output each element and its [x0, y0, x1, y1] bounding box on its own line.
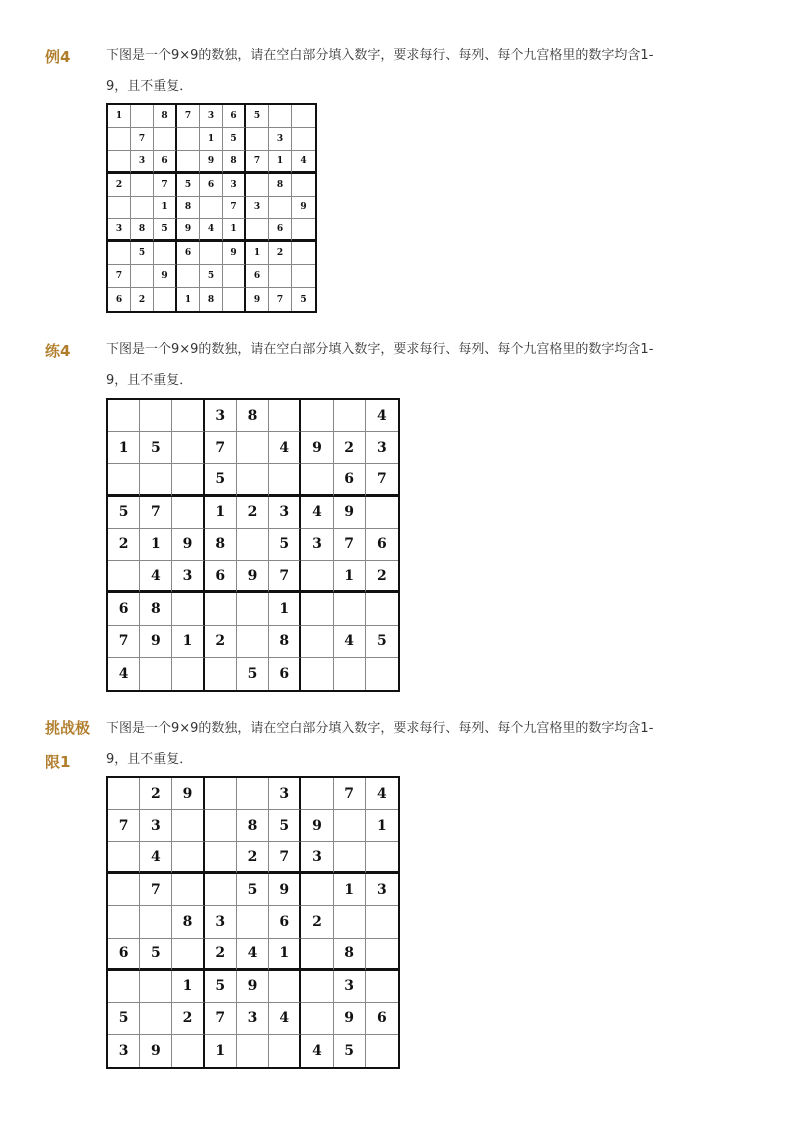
sudoku-cell: 7: [205, 1003, 237, 1035]
sudoku-grid-challenge: [106, 776, 400, 1069]
prompt-line-2: 9，且不重复．: [106, 752, 193, 767]
sudoku-cell: 1: [269, 939, 301, 971]
sudoku-grid-example: [106, 103, 317, 313]
sudoku-cell: 3: [108, 219, 131, 242]
sudoku-cell: 5: [200, 265, 223, 288]
sudoku-cell: 4: [237, 939, 269, 971]
sudoku-cell: 3: [334, 971, 366, 1003]
sudoku-cell: 6: [246, 265, 269, 288]
sudoku-cell: 6: [223, 105, 246, 128]
sudoku-cell: 1: [223, 219, 246, 242]
sudoku-cell: 7: [108, 265, 131, 288]
sudoku-cell: [205, 593, 237, 625]
sudoku-cell: 9: [140, 626, 172, 658]
sudoku-cell: [301, 626, 333, 658]
sudoku-cell: [154, 288, 177, 311]
sudoku-cell: [237, 906, 269, 938]
sudoku-cell: 3: [301, 529, 333, 561]
sudoku-cell: 8: [140, 593, 172, 625]
sudoku-cell: [334, 400, 366, 432]
sudoku-cell: 7: [334, 778, 366, 810]
sudoku-cell: 9: [301, 810, 333, 842]
sudoku-cell: [301, 561, 333, 593]
sudoku-cell: [140, 906, 172, 938]
sudoku-cell: [108, 561, 140, 593]
sudoku-cell: 5: [334, 1035, 366, 1067]
sudoku-cell: 5: [246, 105, 269, 128]
sudoku-cell: [366, 1035, 398, 1067]
sudoku-cell: 8: [223, 151, 246, 174]
sudoku-cell: 3: [131, 151, 154, 174]
sudoku-cell: 3: [172, 561, 204, 593]
sudoku-cell: 2: [172, 1003, 204, 1035]
sudoku-cell: [301, 874, 333, 906]
sudoku-cell: 7: [140, 497, 172, 529]
sudoku-cell: [237, 432, 269, 464]
sudoku-cell: [108, 242, 131, 265]
sudoku-cell: 6: [334, 464, 366, 496]
sudoku-cell: 6: [108, 288, 131, 311]
sudoku-cell: [292, 128, 315, 151]
sudoku-cell: [223, 265, 246, 288]
sudoku-cell: [269, 265, 292, 288]
sudoku-cell: [292, 105, 315, 128]
sudoku-cell: 8: [172, 906, 204, 938]
sudoku-cell: 5: [140, 432, 172, 464]
sudoku-cell: 6: [205, 561, 237, 593]
sudoku-cell: [292, 174, 315, 197]
sudoku-cell: [172, 658, 204, 690]
sudoku-cell: 3: [108, 1035, 140, 1067]
sudoku-cell: 6: [366, 1003, 398, 1035]
sudoku-cell: [140, 464, 172, 496]
sudoku-cell: [334, 658, 366, 690]
challenge-label: [45, 711, 90, 779]
sudoku-cell: [172, 464, 204, 496]
sudoku-cell: 1: [334, 561, 366, 593]
sudoku-cell: 4: [366, 778, 398, 810]
sudoku-cell: 7: [334, 529, 366, 561]
sudoku-cell: 5: [237, 658, 269, 690]
sudoku-cell: 4: [301, 1035, 333, 1067]
sudoku-cell: 2: [205, 939, 237, 971]
sudoku-cell: 4: [200, 219, 223, 242]
sudoku-cell: [205, 842, 237, 874]
sudoku-cell: 1: [172, 971, 204, 1003]
sudoku-cell: 4: [366, 400, 398, 432]
sudoku-cell: 3: [200, 105, 223, 128]
sudoku-cell: [205, 874, 237, 906]
prompt-line-1: 下图是一个9×9的数独，请在空白部分填入数字，要求每行、每列、每个九宫格里的数字均含1-: [106, 48, 654, 63]
sudoku-cell: 7: [269, 561, 301, 593]
sudoku-cell: 1: [108, 432, 140, 464]
sudoku-cell: 1: [205, 497, 237, 529]
sudoku-cell: [172, 593, 204, 625]
sudoku-cell: 7: [269, 288, 292, 311]
sudoku-cell: [154, 242, 177, 265]
sudoku-cell: [108, 874, 140, 906]
sudoku-cell: [269, 464, 301, 496]
sudoku-cell: [205, 658, 237, 690]
sudoku-cell: [366, 593, 398, 625]
sudoku-cell: [237, 626, 269, 658]
sudoku-cell: [108, 778, 140, 810]
sudoku-cell: 9: [292, 197, 315, 220]
sudoku-cell: 5: [108, 497, 140, 529]
sudoku-cell: [172, 1035, 204, 1067]
sudoku-cell: [223, 288, 246, 311]
sudoku-cell: [246, 128, 269, 151]
sudoku-cell: 4: [334, 626, 366, 658]
sudoku-cell: [108, 971, 140, 1003]
sudoku-cell: [301, 1003, 333, 1035]
sudoku-cell: [108, 197, 131, 220]
sudoku-cell: 9: [200, 151, 223, 174]
challenge-label-line-1: 挑战极: [45, 719, 91, 737]
sudoku-cell: [177, 265, 200, 288]
example-label: 例4: [45, 48, 71, 66]
sudoku-cell: [200, 197, 223, 220]
sudoku-cell: 9: [334, 497, 366, 529]
sudoku-cell: [301, 939, 333, 971]
sudoku-cell: [269, 1035, 301, 1067]
sudoku-cell: 9: [223, 242, 246, 265]
sudoku-cell: 3: [205, 906, 237, 938]
sudoku-cell: [334, 842, 366, 874]
sudoku-cell: [205, 778, 237, 810]
sudoku-cell: 9: [237, 971, 269, 1003]
sudoku-cell: [131, 265, 154, 288]
sudoku-cell: 2: [269, 242, 292, 265]
sudoku-cell: 8: [237, 400, 269, 432]
sudoku-cell: 9: [172, 778, 204, 810]
sudoku-cell: 1: [154, 197, 177, 220]
sudoku-cell: 9: [334, 1003, 366, 1035]
sudoku-cell: [237, 778, 269, 810]
sudoku-cell: 7: [246, 151, 269, 174]
sudoku-cell: 1: [108, 105, 131, 128]
sudoku-cell: 1: [269, 593, 301, 625]
sudoku-cell: [200, 242, 223, 265]
sudoku-cell: 8: [334, 939, 366, 971]
sudoku-cell: 1: [177, 288, 200, 311]
sudoku-cell: 4: [108, 658, 140, 690]
sudoku-cell: [334, 906, 366, 938]
sudoku-cell: 8: [177, 197, 200, 220]
sudoku-cell: 1: [334, 874, 366, 906]
sudoku-cell: [237, 529, 269, 561]
sudoku-cell: 2: [131, 288, 154, 311]
sudoku-cell: 9: [154, 265, 177, 288]
sudoku-cell: [172, 432, 204, 464]
sudoku-cell: 5: [300, 294, 307, 305]
challenge-prompt: [106, 713, 746, 775]
sudoku-cell: 3: [366, 874, 398, 906]
sudoku-cell: 3: [269, 778, 301, 810]
sudoku-cell: 8: [269, 174, 292, 197]
sudoku-cell: 5: [269, 529, 301, 561]
sudoku-cell: 6: [177, 242, 200, 265]
sudoku-cell: [172, 400, 204, 432]
sudoku-cell: 2: [237, 497, 269, 529]
sudoku-cell: [292, 242, 315, 265]
sudoku-cell: 5: [237, 874, 269, 906]
sudoku-cell: [108, 151, 131, 174]
practice-prompt: [106, 334, 746, 396]
sudoku-cell: 2: [108, 529, 140, 561]
sudoku-cell: 7: [154, 174, 177, 197]
sudoku-cell: 9: [269, 874, 301, 906]
sudoku-cell: 9: [172, 529, 204, 561]
sudoku-cell: 5: [177, 174, 200, 197]
sudoku-cell: [237, 1035, 269, 1067]
sudoku-cell: 1: [366, 810, 398, 842]
sudoku-cell: [269, 400, 301, 432]
sudoku-cell: 6: [108, 593, 140, 625]
sudoku-cell: [172, 810, 204, 842]
sudoku-cell: [154, 128, 177, 151]
sudoku-cell: 5: [154, 219, 177, 242]
sudoku-cell: 8: [237, 810, 269, 842]
sudoku-cell: [301, 400, 333, 432]
sudoku-cell: 1: [172, 626, 204, 658]
sudoku-cell: 7: [140, 874, 172, 906]
sudoku-cell: [301, 593, 333, 625]
sudoku-cell: 9: [246, 288, 269, 311]
sudoku-cell: 1: [269, 151, 292, 174]
sudoku-cell: 3: [237, 1003, 269, 1035]
sudoku-cell: [172, 939, 204, 971]
sudoku-cell: [108, 128, 131, 151]
sudoku-cell: [301, 658, 333, 690]
sudoku-cell: 3: [246, 197, 269, 220]
sudoku-cell: 8: [200, 288, 223, 311]
sudoku-cell: 1: [200, 128, 223, 151]
sudoku-cell: [301, 778, 333, 810]
sudoku-cell: [172, 842, 204, 874]
sudoku-cell: 6: [108, 939, 140, 971]
sudoku-cell: 2: [334, 432, 366, 464]
sudoku-cell: [292, 219, 315, 242]
sudoku-cell: [366, 939, 398, 971]
sudoku-cell: [108, 842, 140, 874]
sudoku-cell: 8: [269, 626, 301, 658]
sudoku-cell: 9: [237, 561, 269, 593]
sudoku-cell: [205, 810, 237, 842]
sudoku-cell: [366, 842, 398, 874]
sudoku-cell: 8: [131, 219, 154, 242]
sudoku-cell: 2: [301, 906, 333, 938]
sudoku-cell: 8: [205, 529, 237, 561]
sudoku-cell: [177, 128, 200, 151]
sudoku-cell: 1: [246, 242, 269, 265]
sudoku-cell: [334, 810, 366, 842]
sudoku-cell: 5: [366, 626, 398, 658]
sudoku-cell: [237, 593, 269, 625]
sudoku-cell: [301, 464, 333, 496]
sudoku-cell: 2: [237, 842, 269, 874]
sudoku-cell: 7: [223, 197, 246, 220]
sudoku-cell: 4: [269, 432, 301, 464]
sudoku-cell: 4: [301, 497, 333, 529]
sudoku-cell: 5: [205, 464, 237, 496]
sudoku-cell: 9: [301, 432, 333, 464]
sudoku-cell: [140, 971, 172, 1003]
sudoku-cell: [172, 497, 204, 529]
sudoku-cell: 7: [108, 626, 140, 658]
sudoku-cell: 2: [108, 174, 131, 197]
sudoku-cell: [140, 400, 172, 432]
sudoku-cell: 6: [154, 151, 177, 174]
sudoku-cell: [108, 906, 140, 938]
sudoku-cell: 7: [205, 432, 237, 464]
sudoku-cell: 6: [269, 906, 301, 938]
sudoku-grid-practice: [106, 398, 400, 692]
sudoku-cell: 3: [223, 174, 246, 197]
sudoku-cell: 8: [154, 105, 177, 128]
prompt-line-1: 下图是一个9×9的数独，请在空白部分填入数字，要求每行、每列、每个九宫格里的数字均含1-: [106, 342, 654, 357]
sudoku-cell: [334, 593, 366, 625]
sudoku-cell: 4: [140, 561, 172, 593]
sudoku-cell: 4: [292, 151, 315, 174]
example-prompt: [106, 40, 746, 102]
sudoku-cell: 7: [269, 842, 301, 874]
sudoku-cell: 5: [140, 939, 172, 971]
sudoku-cell: 3: [269, 497, 301, 529]
sudoku-cell: [108, 400, 140, 432]
sudoku-cell: 2: [140, 778, 172, 810]
practice-label: 练4: [45, 342, 71, 360]
sudoku-cell: 3: [140, 810, 172, 842]
sudoku-cell: [366, 906, 398, 938]
sudoku-cell: [246, 174, 269, 197]
sudoku-cell: 6: [366, 529, 398, 561]
sudoku-cell: 4: [140, 842, 172, 874]
sudoku-cell: 2: [366, 561, 398, 593]
sudoku-cell: [366, 658, 398, 690]
sudoku-cell: 6: [269, 658, 301, 690]
prompt-line-2: 9，且不重复．: [106, 79, 193, 94]
sudoku-cell: 3: [205, 400, 237, 432]
sudoku-cell: [140, 1003, 172, 1035]
sudoku-cell: 5: [108, 1003, 140, 1035]
sudoku-cell: [177, 151, 200, 174]
sudoku-cell: 5: [269, 810, 301, 842]
sudoku-cell: [131, 174, 154, 197]
sudoku-cell: [131, 105, 154, 128]
sudoku-cell: 6: [200, 174, 223, 197]
sudoku-cell: [366, 497, 398, 529]
sudoku-cell: 7: [366, 464, 398, 496]
sudoku-cell: [131, 197, 154, 220]
sudoku-cell: [366, 971, 398, 1003]
sudoku-cell: [246, 219, 269, 242]
sudoku-cell: 5: [131, 242, 154, 265]
sudoku-cell: [269, 197, 292, 220]
sudoku-cell: 2: [205, 626, 237, 658]
prompt-line-1: 下图是一个9×9的数独，请在空白部分填入数字，要求每行、每列、每个九宫格里的数字均含1-: [106, 721, 654, 736]
sudoku-cell: 9: [140, 1035, 172, 1067]
sudoku-cell: 5: [223, 128, 246, 151]
sudoku-cell: 3: [269, 128, 292, 151]
sudoku-cell: [108, 464, 140, 496]
sudoku-cell: 7: [108, 810, 140, 842]
sudoku-cell: [292, 265, 315, 288]
sudoku-cell: [172, 874, 204, 906]
sudoku-cell: 1: [205, 1035, 237, 1067]
sudoku-cell: [269, 971, 301, 1003]
sudoku-cell: 4: [269, 1003, 301, 1035]
sudoku-cell: 9: [177, 219, 200, 242]
sudoku-cell: 5: [205, 971, 237, 1003]
sudoku-cell: [140, 658, 172, 690]
sudoku-cell: [301, 971, 333, 1003]
sudoku-cell: [269, 105, 292, 128]
sudoku-cell: 3: [366, 432, 398, 464]
prompt-line-2: 9，且不重复．: [106, 373, 193, 388]
sudoku-cell: [237, 464, 269, 496]
sudoku-cell: 7: [131, 128, 154, 151]
sudoku-cell: 1: [140, 529, 172, 561]
sudoku-cell: 3: [301, 842, 333, 874]
sudoku-cell: 7: [177, 105, 200, 128]
challenge-label-line-2: 限1: [45, 753, 71, 771]
sudoku-cell: 6: [269, 219, 292, 242]
